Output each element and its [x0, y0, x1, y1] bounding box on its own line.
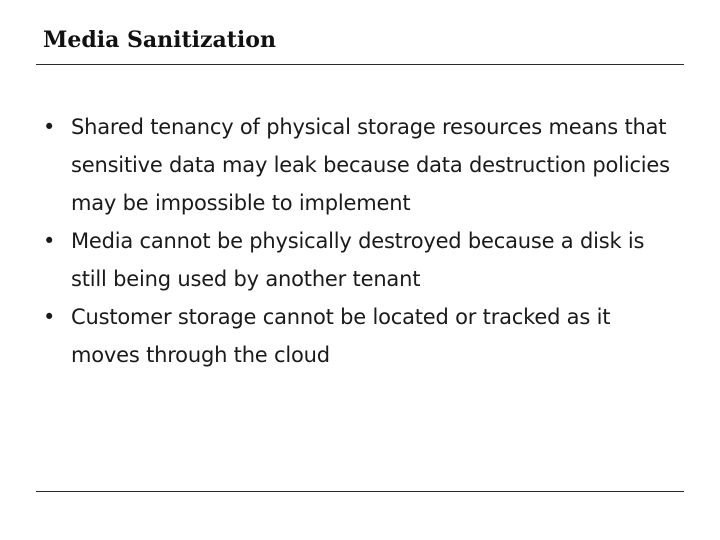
bullet-marker: •	[43, 229, 56, 253]
bullet-text: Customer storage cannot be located or tracked as it moves through the cloud	[71, 305, 611, 367]
slide-title: Media Sanitization	[43, 27, 276, 53]
bullet-marker: •	[43, 305, 56, 329]
title-divider	[36, 64, 684, 65]
bullet-marker: •	[43, 115, 56, 139]
list-item	[43, 108, 683, 222]
list-item	[43, 298, 683, 374]
bullet-text: Media cannot be physically destroyed because a disk is still being used by another tenant	[71, 229, 645, 291]
bullet-list	[43, 108, 683, 374]
list-item	[43, 222, 683, 298]
footer-divider	[36, 491, 684, 492]
bullet-text: Shared tenancy of physical storage resources means that sensitive data may leak because data destruction policies may be impossible to implement	[71, 115, 670, 215]
